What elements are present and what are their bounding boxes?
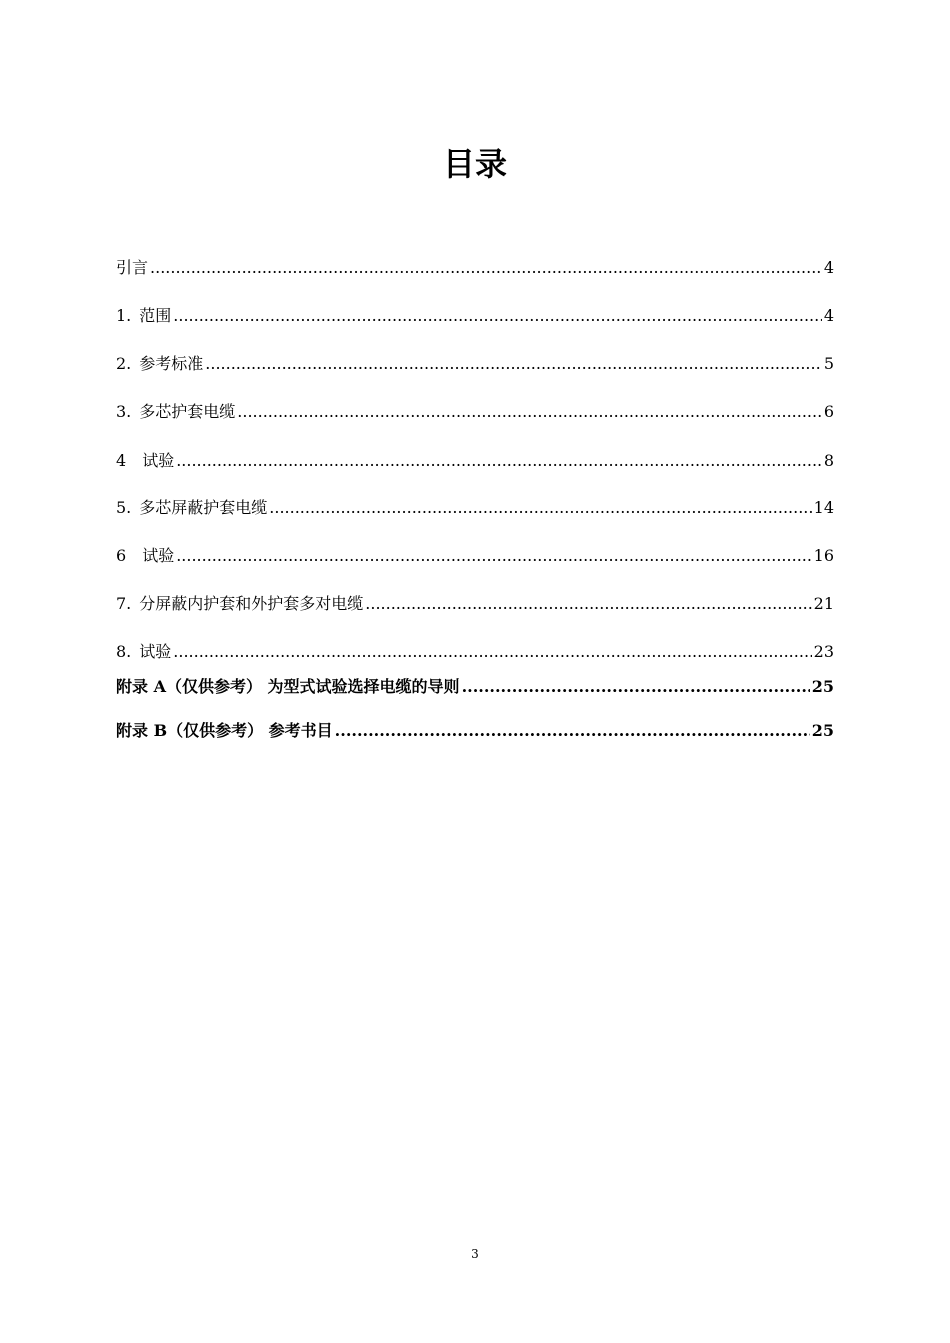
toc-entry-page: 8 xyxy=(823,451,834,470)
toc-entry-label: 试验 xyxy=(139,642,172,661)
toc-entry-appendix-a[interactable] xyxy=(116,675,834,699)
toc-entry-label: 引言 xyxy=(116,258,149,277)
toc-entry-page: 4 xyxy=(823,258,834,277)
toc-entry-number: 3. xyxy=(116,402,132,421)
toc-entry-label: 分屏蔽内护套和外护套多对电缆 xyxy=(139,594,364,613)
toc-entry-multicore-sheathed-cable[interactable] xyxy=(116,400,834,424)
toc-dot-leader xyxy=(176,544,811,568)
toc-dot-leader xyxy=(365,592,811,616)
page-title: 目录 xyxy=(442,145,507,183)
toc-entry-tests-4[interactable] xyxy=(116,449,834,473)
toc-entry-page: 5 xyxy=(823,354,834,373)
toc-dot-leader xyxy=(237,400,822,424)
toc-dot-leader xyxy=(173,304,822,328)
toc-entry-label: 试验 xyxy=(142,451,175,470)
toc-entry-label: 多芯护套电缆 xyxy=(139,402,236,421)
toc-entry-multipair-cable[interactable] xyxy=(116,592,834,616)
toc-entry-number: 4 xyxy=(116,451,127,470)
toc-dot-leader xyxy=(173,640,811,664)
toc-entry-page: 21 xyxy=(813,594,834,613)
toc-dot-leader xyxy=(176,449,822,473)
toc-entry-number: 8. xyxy=(116,642,132,661)
toc-entry-multicore-screened-sheathed-cable[interactable] xyxy=(116,496,834,520)
toc-entry-label: 参考标准 xyxy=(139,354,204,373)
toc-entry-page: 6 xyxy=(823,402,834,421)
toc-entry-number: 1. xyxy=(116,306,132,325)
toc-entry-introduction[interactable] xyxy=(116,256,834,280)
toc-entry-number: 6 xyxy=(116,546,127,565)
page-number: 3 xyxy=(471,1247,479,1261)
toc-entry-page: 23 xyxy=(813,642,834,661)
toc-dot-leader xyxy=(150,256,822,280)
toc-entry-tests-8[interactable] xyxy=(116,640,834,664)
toc-entry-label: 附录 B（仅供参考） 参考书目 xyxy=(116,721,333,740)
toc-entry-page: 16 xyxy=(813,546,834,565)
toc-dot-leader xyxy=(462,675,810,699)
toc-entry-page: 14 xyxy=(813,498,834,517)
toc-entry-label: 试验 xyxy=(142,546,175,565)
toc-dot-leader xyxy=(205,352,822,376)
toc-entry-label: 多芯屏蔽护套电缆 xyxy=(139,498,268,517)
toc-entry-number: 7. xyxy=(116,594,132,613)
toc-entry-number: 2. xyxy=(116,354,132,373)
toc-entry-label: 范围 xyxy=(139,306,172,325)
toc-entry-page: 25 xyxy=(811,721,834,740)
toc-entry-page: 25 xyxy=(811,677,834,696)
toc-entry-number: 5. xyxy=(116,498,132,517)
toc-entry-references[interactable] xyxy=(116,352,834,376)
toc-entry-page: 4 xyxy=(823,306,834,325)
toc-dot-leader xyxy=(335,719,810,743)
toc-dot-leader xyxy=(269,496,811,520)
toc-entry-scope[interactable] xyxy=(116,304,834,328)
toc-entry-tests-6[interactable] xyxy=(116,544,834,568)
toc-entry-appendix-b[interactable] xyxy=(116,719,834,743)
toc-entry-label: 附录 A（仅供参考） 为型式试验选择电缆的导则 xyxy=(116,677,460,696)
